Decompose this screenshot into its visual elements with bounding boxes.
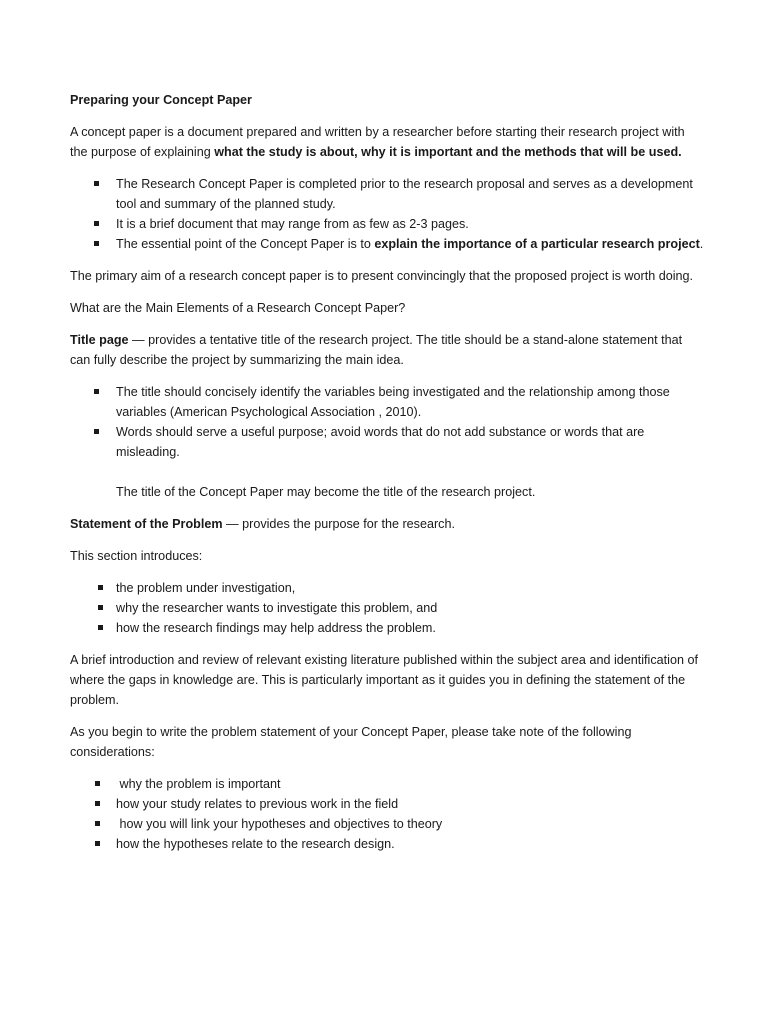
considerations-list bbox=[70, 774, 704, 854]
document-title: Preparing your Concept Paper bbox=[70, 93, 252, 107]
title-list bbox=[70, 382, 704, 462]
list-item: The title should concisely identify the variables being investigated and the relationship among those variables (American Psychological Association , 2010). bbox=[70, 382, 704, 422]
blank-line bbox=[70, 462, 704, 482]
problem-label: Statement of the Problem bbox=[70, 517, 223, 531]
title-page-paragraph bbox=[70, 330, 704, 370]
list-item-text: It is a brief document that may range from as few as 2-3 pages. bbox=[116, 217, 469, 231]
title-note: The title of the Concept Paper may become the title of the research project. bbox=[116, 485, 536, 499]
list-item: the problem under investigation, bbox=[70, 578, 704, 598]
title-page-text: — provides a tentative title of the research project. The title should be a stand-alone statement that can fully describe the project by summarizing the main idea. bbox=[70, 333, 683, 367]
list-item: how the research findings may help address the problem. bbox=[70, 618, 704, 638]
intro-text: A concept paper is a document prepared and written by a researcher before starting their research project with the purpose of explaining bbox=[70, 125, 685, 159]
problem-paragraph bbox=[70, 514, 704, 534]
list-item-bold-text: explain the importance of a particular research project bbox=[374, 237, 700, 251]
title-page-label: Title page bbox=[70, 333, 129, 347]
list-item: how the hypotheses relate to the research design. bbox=[70, 834, 704, 854]
intro-paragraph bbox=[70, 122, 704, 162]
list-item-text: . bbox=[699, 237, 704, 251]
list-item bbox=[70, 214, 704, 234]
concept-paper-list bbox=[70, 174, 704, 254]
list-item: Words should serve a useful purpose; avoid words that do not add substance or words that are misleading. bbox=[70, 422, 704, 462]
list-item bbox=[70, 174, 704, 214]
list-item-text: The essential point of the Concept Paper is to bbox=[116, 237, 375, 251]
list-item-text: The Research Concept Paper is completed prior to the research proposal and serves as a development tool and summary of the planned study. bbox=[116, 177, 693, 211]
list-item: how you will link your hypotheses and objectives to theory bbox=[70, 814, 704, 834]
list-item bbox=[70, 234, 704, 254]
considerations-paragraph: As you begin to write the problem statement of your Concept Paper, please take note of the following considerations: bbox=[70, 725, 632, 759]
list-item: why the researcher wants to investigate this problem, and bbox=[70, 598, 704, 618]
list-item: why the problem is important bbox=[70, 774, 704, 794]
section-intro: This section introduces: bbox=[70, 549, 203, 563]
intro-bold-text: what the study is about, why it is important and the methods that will be used. bbox=[214, 145, 682, 159]
review-paragraph: A brief introduction and review of relevant existing literature published within the subject area and identification of where the gaps in knowledge are. This is particularly important as it guides you in defining the statement of the problem. bbox=[70, 653, 698, 707]
elements-question: What are the Main Elements of a Research Concept Paper? bbox=[70, 301, 406, 315]
list-item: how your study relates to previous work in the field bbox=[70, 794, 704, 814]
problem-list bbox=[70, 578, 704, 638]
problem-text: — provides the purpose for the research. bbox=[222, 517, 455, 531]
aim-paragraph: The primary aim of a research concept paper is to present convincingly that the proposed project is worth doing. bbox=[70, 269, 694, 283]
